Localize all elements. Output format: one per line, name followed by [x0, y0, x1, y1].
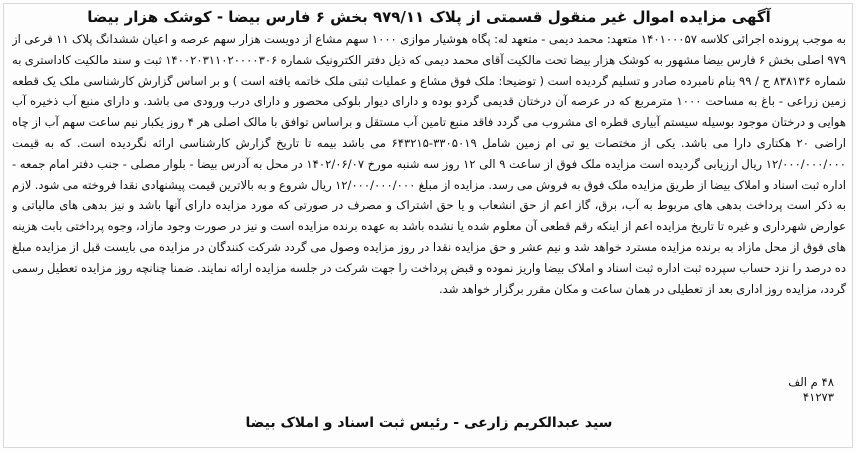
signature-line: سید عبدالکریم زارعی - رئیس ثبت اسناد و املاک بیضا — [245, 415, 613, 431]
notice-title: آگهی مزایده اموال غیر منقول قسمتی از پلاک ۹۷۹/۱۱ بخش ۶ فارس بیضا - کوشک هزار بیضا — [87, 8, 771, 26]
notice-body: به موجب پرونده اجرائی کلاسه ۱۴۰۱۰۰۰۵۷ متعهد: محمد دیمی - متعهد له: پگاه هوشیار موازی ۱۰۰۰ سهم مشاع از دویست هزار سهم عرصه و اعیان ششدانگ پلاک ۱۱ فرعی از ۹۷۹ اصلی بخش ۶ فارس بیضا مشهور به کوشک هزار بیضا تحت مالکیت آقای محمد دیمی که ذیل دفتر الکترونیک شماره ۱۴۰۰۲۰۳۱۱۰۲۰۰۰۰۳۰۶ ثبت و سند مالکیت کاداستری به شماره ۸۳۸۱۳۶ ج / ۹۹ بنام نامبرده صادر و تسلیم گردیده است ( توضیحا: ملک فوق مشاع و عملیات ثبتی ملک خاتمه یافته است ) و بر اساس گزارش کارشناسی ملک یک قطعه زمین زراعی - باغ به مساحت ۱۰۰۰ مترمربع که در عرصه آن درختان قدیمی گردو بوده و دارای دیوار بلوکی محصور و دارای درب ورودی می باشد. و دارای منبع آب ذخیره آب هوایی و درختان موجود بوسیله سیستم آبیاری قطره ای مشروب می گردد فاقد منبع تامین آب مستقل و براساس توافق با مالک اصلی هر ۴ روز یکبار نیم ساعت سهم آب از چاه اراضی ۲۰ هکتاری دارا می باشد. یکی از مختصات یو تی ام زمین شامل ۳۳۰۵۰۱۹-۶۴۳۲۱۵ می باشد بیمه تا تاریخ گزارش کارشناسی ارائه نگردیده است. که به قیمت ۱۲/۰۰۰/۰۰۰/۰۰۰ ریال ارزیابی گردیده است مزایده ملک فوق از ساعت ۹ الی ۱۲ روز سه شنبه مورخ ۱۴۰۲/۰۶/۰۷ در محل به آدرس بیضا - بلوار مصلی - جنب دفتر امام جمعه - اداره ثبت اسناد و املاک بیضا از طریق مزایده ملک فوق به فروش می رسد. مزایده از مبلغ ۱۲/۰۰۰/۰۰۰/۰۰۰ ریال شروع و به بالاترین قیمت پیشنهادی نقدا فروخته می شود. لازم به ذکر است پرداخت بدهی های مربوط به آب، برق، گاز اعم از حق انشعاب و یا حق اشتراک و مصرف در صورتی که مورد مزایده دارای آنها باشد و نیز بدهی های مالیاتی و عوارض شهرداری و غیره تا تاریخ مزایده اعم از اینکه رقم قطعی آن معلوم شده یا نشده باشد به عهده برنده مزایده است و نیز در صورت وجود مازاد، وجوه پرداختی بابت هزینه های فوق از محل مازاد به برنده مزایده مسترد خواهد شد و نیم عشر و حق مزایده نقدا در روز مزایده وصول می گردد شرکت کنندگان در مزایده می بایست قبل از مزایده مبلغ ده درصد را نزد حساب سپرده ثبت اداره ثبت اسناد و املاک بیضا واریز نموده و قبض پرداخت را جهت شرکت در جلسه مزایده ارائه نمایند. ضمنا چنانچه روز مزایده تعطیل رسمی گردد، مزایده روز اداری بعد از تعطیلی در همان ساعت و مکان مقرر برگزار خواهد شد. — [12, 32, 846, 296]
notice-number: ۴۱۲۷۳ — [802, 390, 834, 404]
notice-meta — [12, 375, 846, 405]
reference-code: ۴۸ م الف — [788, 375, 834, 389]
